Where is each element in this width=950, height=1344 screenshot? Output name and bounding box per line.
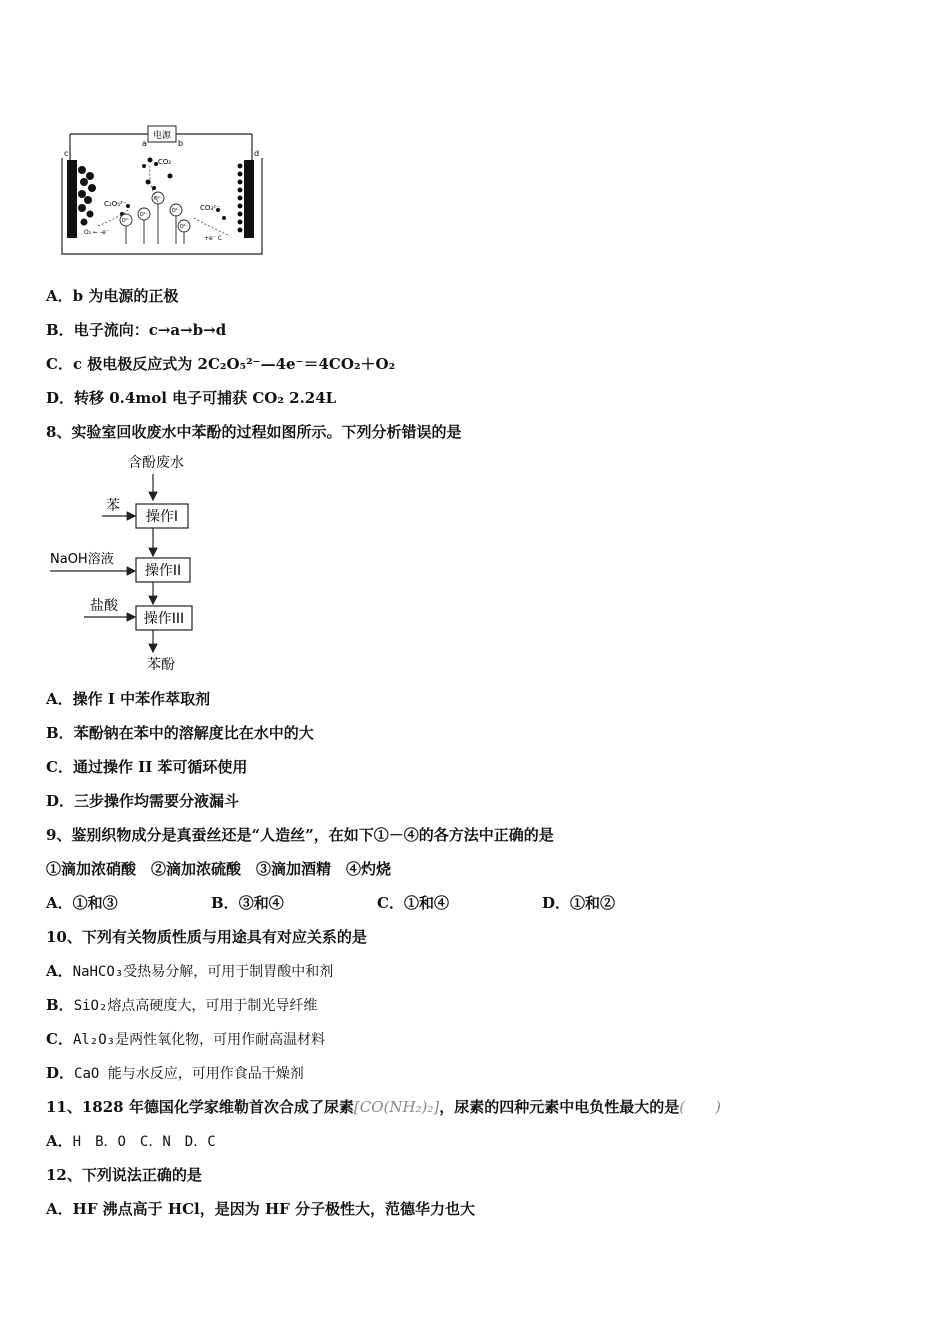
q10-option-d: D．CaO 能与水反应，可用作食品干燥剂	[46, 1064, 304, 1082]
q10-option-b: B．SiO₂熔点高硬度大，可用于制光导纤维	[46, 996, 318, 1014]
q12-stem: 12、下列说法正确的是	[46, 1166, 202, 1184]
particles-right	[238, 164, 243, 233]
flow-reagent-hcl: 盐酸	[90, 598, 118, 614]
urea-formula: [CO(NH₂)₂]	[353, 1098, 440, 1116]
c2o5-label: C₂O₅²⁻	[104, 200, 127, 208]
electrolysis-diagram	[58, 122, 268, 262]
electrode-d	[244, 160, 254, 238]
q10-stem: 10、下列有关物质性质与用途具有对应关系的是	[46, 928, 367, 946]
flow-step2: 操作II	[144, 563, 182, 579]
q7-option-d: D．转移 0.4mol 电子可捕获 CO₂ 2.24L	[46, 389, 337, 407]
power-source-label: 电源	[152, 131, 172, 141]
q11-options: A．H B．O C．N D．C	[46, 1132, 216, 1150]
flow-step3: 操作III	[143, 611, 185, 627]
flow-input: 含酚废水	[128, 455, 184, 471]
q9-option-a: A．①和③	[46, 894, 118, 912]
particles-left	[78, 166, 96, 226]
o-ion-label: O²⁻	[139, 212, 149, 218]
q11-stem: 11、1828 年德国化学家维勒首次合成了尿素[CO(NH₂)₂]，尿素的四种元素中电负性最大的是( )	[46, 1098, 722, 1116]
q12-option-a: A．HF 沸点高于 HCl，是因为 HF 分子极性大，范德华力也大	[46, 1200, 475, 1218]
o-ion-label: O²⁻	[171, 208, 181, 214]
q8-option-a: A．操作 I 中苯作萃取剂	[46, 690, 211, 708]
q7-option-a: A．b 为电源的正极	[46, 287, 179, 305]
o2-label: O₂ ← -e⁻	[84, 229, 109, 236]
q7-option-b: B．电子流向：c→a→b→d	[46, 321, 227, 339]
electrode-d-label: d	[254, 149, 260, 158]
q9-option-c: C．①和④	[377, 894, 449, 912]
q8-option-d: D．三步操作均需要分液漏斗	[46, 792, 240, 810]
q10-option-c: C．Al₂O₃是两性氧化物，可用作耐高温材料	[46, 1030, 326, 1048]
flow-reagent-benzene: 苯	[106, 498, 120, 514]
q9-option-d: D．①和②	[542, 894, 616, 912]
q7-option-c: C．c 极电极反应式为 2C₂O₅²⁻—4e⁻＝4CO₂＋O₂	[46, 355, 396, 373]
flow-step1: 操作I	[145, 509, 179, 525]
terminal-a-label: a	[142, 139, 147, 148]
co2-label: CO₂	[158, 158, 172, 166]
phenol-recovery-flowchart	[46, 450, 236, 675]
co3-label: CO₃²⁻	[200, 204, 220, 212]
o-ion-label: O²⁻	[179, 224, 189, 230]
q10-option-a: A．NaHCO₃受热易分解，可用于制胃酸中和剂	[46, 962, 334, 980]
q9-option-b: B．③和④	[211, 894, 284, 912]
electrode-c	[67, 160, 77, 238]
q9-stem: 9、鉴别织物成分是真蚕丝还是“人造丝”，在如下①－④的各方法中正确的是	[46, 826, 554, 844]
o-ion-label: O²⁻	[153, 196, 163, 202]
q8-option-b: B．苯酚钠在苯中的溶解度比在水中的大	[46, 724, 314, 742]
flow-reagent-naoh: NaOH溶液	[50, 552, 114, 567]
terminal-b-label: b	[178, 139, 184, 148]
electrode-c-label: c	[64, 149, 69, 158]
answer-paren: ( )	[679, 1098, 722, 1116]
q8-option-c: C．通过操作 II 苯可循环使用	[46, 758, 248, 776]
q8-stem: 8、实验室回收废水中苯酚的过程如图所示。下列分析错误的是	[46, 423, 462, 441]
flow-output: 苯酚	[147, 657, 175, 673]
o-ion-label: O²⁻	[121, 218, 131, 224]
q9-methods: ①滴加浓硝酸 ②滴加浓硫酸 ③滴加酒精 ④灼烧	[46, 860, 392, 878]
plus-e-label: +e⁻ C	[204, 235, 222, 242]
